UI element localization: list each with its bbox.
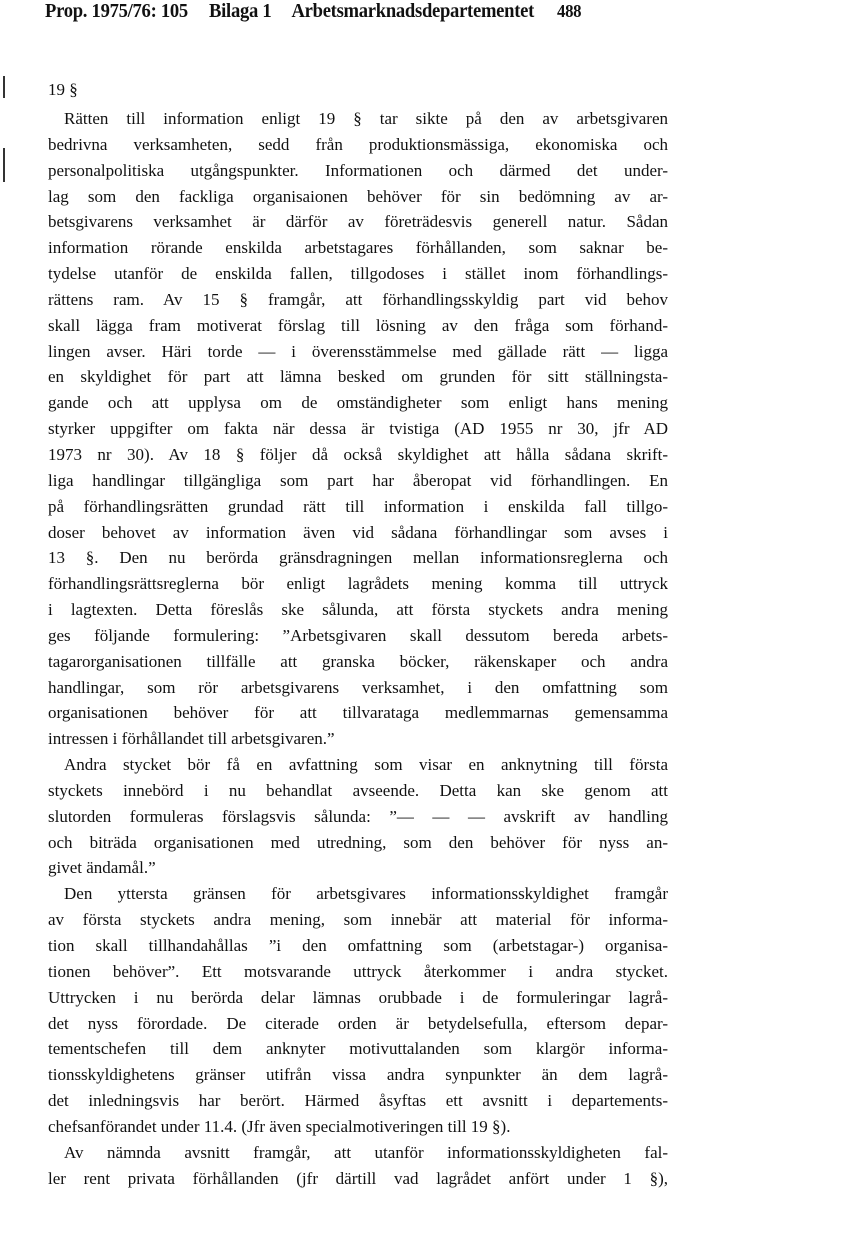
text-line: en skyldighet för part att lämna besked om grunden för sitt ställningsta- [48,367,668,387]
proposition-number: Prop. 1975/76: 105 [45,0,188,22]
text-line: Rätten till information enligt 19 § tar sikte på den av arbetsgivaren [64,109,668,128]
text-line: Andra stycket bör få en avfattning som visar en anknytning till första [64,755,668,775]
text-line: personalpolitiska utgångspunkter. Informationen och därmed det under- [48,160,668,180]
text-line: tydelse utanför de enskilda fallen, tillgodoses i stället inom förhandlings- [48,264,668,284]
text-line: styrker uppgifter om fakta när dessa är tvistiga (AD 1955 nr 30, jfr AD [48,419,668,439]
text-line: tementschefen till dem anknyter motivuttalanden som klargör informa- [48,1039,668,1059]
text-line: i lagtexten. Detta föreslås ske sålunda, att första styckets andra mening [48,600,668,620]
text-line: tionen behöver”. Ett motsvarande uttryck återkommer i andra stycket. [48,961,668,981]
text-line: tionsskyldighetens gränser utifrån vissa andra synpunkter än dem lagrå- [48,1065,668,1085]
margin-change-bar [3,76,5,98]
page-number: 488 [556,1,582,21]
section-heading: 19 § [48,80,78,99]
text-line: av första styckets andra mening, som innebär att material för informa- [48,910,668,930]
text-line: doser behovet av information även vid sådana förhandlingar som avses i [48,522,668,542]
text-line: ges följande formulering: ”Arbetsgivaren skall dessutom bereda arbets- [48,625,668,645]
text-line: givet ändamål.” [48,858,156,878]
department-name: Arbetsmarknadsdepartementet [291,0,535,22]
text-line: 13 §. Den nu berörda gränsdragningen mellan informationsreglerna och [48,548,668,568]
text-line: Uttrycken i nu berörda delar lämnas orubbade i de formuleringar lagrå- [48,987,668,1007]
text-line: det nyss förordade. De citerade orden är betydelsefulla, eftersom depar- [48,1013,668,1033]
text-line: slutorden formuleras förslagsvis sålunda: ”— — — avskrift av handling [48,806,668,826]
margin-change-bar [3,148,5,182]
text-line: organisationen behöver för att tillvarataga medlemmarnas gemensamma [48,703,668,723]
text-line: och biträda organisationen med utredning, som den behöver för nyss an- [48,832,668,852]
text-line: Av nämnda avsnitt framgår, att utanför informationsskyldigheten fal- [64,1142,668,1162]
text-line: rättens ram. Av 15 § framgår, att förhandlingsskyldig part vid behov [48,289,668,309]
text-line: intressen i förhållandet till arbetsgivaren.” [48,729,335,749]
appendix-label: Bilaga 1 [209,0,272,22]
text-line: bedrivna verksamheten, sedd från produktionsmässiga, ekonomiska och [48,134,668,154]
text-line: det inledningsvis har berört. Härmed åsyftas ett avsnitt i departements- [48,1091,668,1111]
text-line: skall lägga fram motiverat förslag till lösning av den fråga som förhand- [48,315,668,335]
text-line: 1973 nr 30). Av 18 § följer då också skyldighet att hålla sådana skrift- [48,444,668,464]
text-line: styckets innebörd i nu behandlat avseende. Detta kan ske genom att [48,780,668,800]
text-line: lingen avser. Häri torde — i överensstämmelse med gällade rätt — ligga [48,341,668,361]
text-line: ler rent privata förhållanden (jfr därtill vad lagrådet anfört under 1 §), [48,1168,668,1188]
text-line: gande och att upplysa om de omständigheter som enligt hans mening [48,393,668,413]
text-line: tagarorganisationen tillfälle att granska böcker, räkenskaper och andra [48,651,668,671]
text-line: liga handlingar tillgängliga som part har åberopat vid förhandlingen. En [48,470,668,490]
text-line: handlingar, som rör arbetsgivarens verksamhet, i den omfattning som [48,677,668,697]
text-line: chefsanförandet under 11.4. (Jfr även specialmotiveringen till 19 §). [48,1116,511,1136]
page-header [45,0,581,23]
text-line: Den yttersta gränsen för arbetsgivares informationsskyldighet framgår [64,884,668,904]
body-text [48,106,668,1191]
text-line: betsgivarens verksamhet är därför av företrädesvis generell natur. Sådan [48,212,668,232]
text-line: på förhandlingsrätten grundad rätt till information i enskilda fall tillgo- [48,496,668,516]
text-line: förhandlingsrättsreglerna bör enligt lagrådets mening komma till uttryck [48,574,668,594]
text-line: tion skall tillhandahållas ”i den omfattning som (arbetstagar-) organisa- [48,936,668,955]
text-line: lag som den fackliga organisaionen behöver för sin bedömning av ar- [48,186,668,206]
text-line: information rörande enskilda arbetstagares förhållanden, som saknar be- [48,238,668,258]
